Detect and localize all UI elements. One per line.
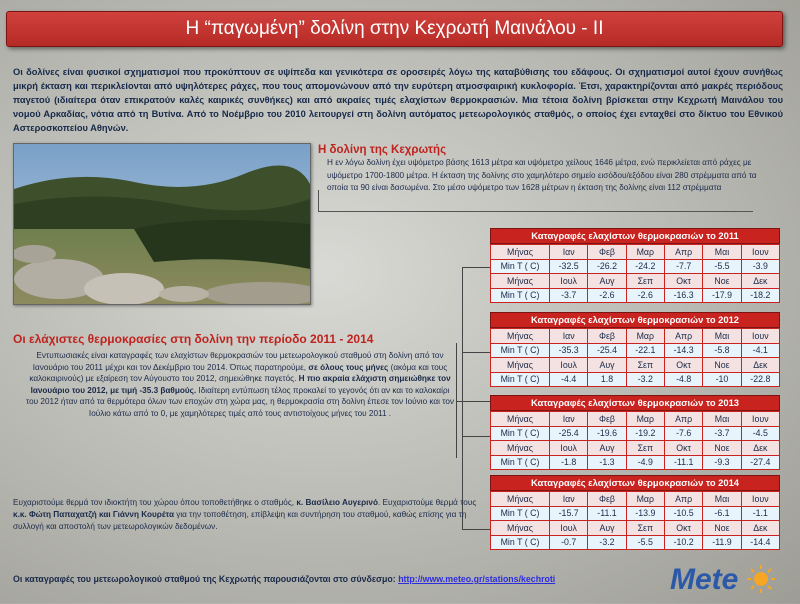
table-cell: -22.8 <box>741 372 779 387</box>
table-title: Καταγραφές ελαχίστων θερμοκρασιών το 2014 <box>490 475 780 491</box>
min-temp-table <box>490 244 780 303</box>
table-cell: -1.8 <box>550 455 588 470</box>
row-label: Μήνας <box>491 521 550 536</box>
table-cell: Αυγ <box>588 358 626 373</box>
acknowledgements: Ευχαριστούμε θερμά τον ιδιοκτήτη του χώρου όπου τοποθετήθηκε ο σταθμός, κ. Βασίλειο Αυγερινό. Ευχαριστούμε θερμά τους κ.κ. Φώτη Παπαχατζή και Γιάννη Κουρέτα για την τοποθέτηση, επίβλεψη και συντήρηση του σταθμού, καθώς επίσης για τη συλλογή και αποστολή των μετεωρολογικών δεδομένων. <box>13 498 477 532</box>
table-cell: -24.2 <box>626 259 664 274</box>
table-cell: -7.7 <box>664 259 702 274</box>
table-cell: -3.7 <box>550 288 588 303</box>
table-cell: -13.9 <box>626 506 664 521</box>
table-cell: Σεπ <box>626 274 664 289</box>
table-cell: Απρ <box>664 329 702 344</box>
table-cell: Νοε <box>703 521 741 536</box>
table-cell: -1.1 <box>741 506 779 521</box>
table-cell: Ιουν <box>741 492 779 507</box>
intro-text: Οι δολίνες είναι φυσικοί σχηματισμοί που προκύπτουν σε υψίπεδα και γενικότερα σε οροσειρές λόγω της καταβύθισης του εδάφους. Οι σχηματισμοί αυτοί έχουν συνήθως μικρή έκταση και περικλείονται από υψηλότερες ράχες, που τους απομονώνουν από την ευρύτερη ατμοσφαιρική κυκλοφορία. Έτσι, χαρακτηρίζονται από μακρές περιόδους παγετού (ιδιαίτερα όταν επικρατούν καλές καιρικές συνθήκες) και από ακραίες τιμές ελαχίστων θερμοκρασιών. Μια τέτοια δολίνη βρίσκεται στην Κεχρωτή Μαινάλου του νομού Αρκαδίας, νότια από τη Βυτίνα. Από το Νοέμβριο του 2010 λειτουργεί στη δολίνη αυτόματος μετεωρολογικός σταθμός, ο οποίος έχει ενταχθεί στο δίκτυο του Εθνικού Αστεροσκοπείου Αθηνών. <box>13 67 783 133</box>
row-label: Min T ( C) <box>491 343 550 358</box>
table-cell: -11.9 <box>703 535 741 550</box>
table-cell: -26.2 <box>588 259 626 274</box>
table-cell: -19.2 <box>626 426 664 441</box>
table-cell: Ιαν <box>550 492 588 507</box>
table-cell: -19.6 <box>588 426 626 441</box>
table-cell: Νοε <box>703 441 741 456</box>
table-2012 <box>490 312 780 387</box>
connector-line <box>462 352 490 353</box>
table-cell: -25.4 <box>588 343 626 358</box>
table-cell: -0.7 <box>550 535 588 550</box>
table-cell: -10.5 <box>664 506 702 521</box>
table-cell: Αυγ <box>588 274 626 289</box>
station-link[interactable]: http://www.meteo.gr/stations/kechroti <box>398 574 556 584</box>
table-cell: Απρ <box>664 245 702 260</box>
minimums-title: Οι ελάχιστες θερμοκρασίες στη δολίνη την περίοδο 2011 - 2014 <box>13 332 374 346</box>
table-cell: -3.9 <box>741 259 779 274</box>
table-cell: -4.5 <box>741 426 779 441</box>
row-label: Μήνας <box>491 492 550 507</box>
table-cell: -14.3 <box>664 343 702 358</box>
table-cell: Ιαν <box>550 412 588 427</box>
table-cell: Μαρ <box>626 492 664 507</box>
min-temp-table <box>490 491 780 550</box>
row-label: Min T ( C) <box>491 455 550 470</box>
table-cell: -11.1 <box>588 506 626 521</box>
doline-description: Η εν λόγω δολίνη έχει υψόμετρο βάσης 1613 μέτρα και υψόμετρο χείλους 1646 μέτρα, ενώ περικλείεται από ράχες με υψόμετρο 1700-1800 μέτρα. Η έκταση της δολίνης στο χαμηλότερο σημείο εισόδου/εξόδου είναι 280 στρέμματα από τα οποία τα 90 είναι δασωμένα. Στο μέσο υψόμετρο των 1628 μέτρων η έκταση της δολίνης είναι 112 στρέμματα <box>327 158 757 192</box>
table-cell: Μαι <box>703 492 741 507</box>
row-label: Μήνας <box>491 245 550 260</box>
table-cell: -4.4 <box>550 372 588 387</box>
table-cell: Φεβ <box>588 412 626 427</box>
row-label: Μήνας <box>491 412 550 427</box>
table-cell: -32.5 <box>550 259 588 274</box>
table-cell: Δεκ <box>741 521 779 536</box>
table-cell: -17.9 <box>703 288 741 303</box>
table-cell: Σεπ <box>626 358 664 373</box>
row-label: Min T ( C) <box>491 259 550 274</box>
table-cell: -4.1 <box>741 343 779 358</box>
table-cell: Μαι <box>703 329 741 344</box>
table-cell: -18.2 <box>741 288 779 303</box>
row-label: Min T ( C) <box>491 506 550 521</box>
landscape-image <box>14 144 310 304</box>
table-cell: -7.6 <box>664 426 702 441</box>
table-cell: Ιαν <box>550 245 588 260</box>
footer-text: Οι καταγραφές του μετεωρολογικού σταθμού της Κεχρωτής παρουσιάζονται στο σύνδεσμο: <box>13 574 396 584</box>
table-cell: Οκτ <box>664 521 702 536</box>
table-title: Καταγραφές ελαχίστων θερμοκρασιών το 2012 <box>490 312 780 328</box>
doline-divider <box>318 211 753 212</box>
table-title: Καταγραφές ελαχίστων θερμοκρασιών το 2013 <box>490 395 780 411</box>
table-cell: Ιουλ <box>550 441 588 456</box>
table-cell: Μαι <box>703 412 741 427</box>
table-2014 <box>490 475 780 550</box>
row-label: Min T ( C) <box>491 372 550 387</box>
table-cell: Ιουν <box>741 329 779 344</box>
table-cell: -10.2 <box>664 535 702 550</box>
table-cell: -2.6 <box>588 288 626 303</box>
table-cell: Αυγ <box>588 441 626 456</box>
table-cell: Ιουν <box>741 245 779 260</box>
table-cell: Φεβ <box>588 245 626 260</box>
table-cell: Ιουλ <box>550 521 588 536</box>
table-cell: Φεβ <box>588 329 626 344</box>
connector-line <box>462 436 490 437</box>
table-cell: Ιουλ <box>550 274 588 289</box>
table-cell: -4.9 <box>626 455 664 470</box>
row-label: Min T ( C) <box>491 535 550 550</box>
min-temp-table <box>490 411 780 470</box>
table-cell: -16.3 <box>664 288 702 303</box>
table-cell: Μαρ <box>626 245 664 260</box>
table-2011 <box>490 228 780 303</box>
row-label: Μήνας <box>491 329 550 344</box>
table-cell: -10 <box>703 372 741 387</box>
table-cell: Ιαν <box>550 329 588 344</box>
table-2013 <box>490 395 780 470</box>
table-cell: -4.8 <box>664 372 702 387</box>
meteo-logo-icon <box>668 559 778 599</box>
row-label: Μήνας <box>491 441 550 456</box>
doline-title: Η δολίνη της Κεχρωτής <box>318 144 447 156</box>
table-cell: -3.7 <box>703 426 741 441</box>
table-cell: Μαρ <box>626 412 664 427</box>
table-cell: Αυγ <box>588 521 626 536</box>
table-cell: -22.1 <box>626 343 664 358</box>
table-cell: Οκτ <box>664 441 702 456</box>
table-cell: -14.4 <box>741 535 779 550</box>
table-cell: -35.3 <box>550 343 588 358</box>
table-title: Καταγραφές ελαχίστων θερμοκρασιών το 2011 <box>490 228 780 244</box>
table-cell: Απρ <box>664 492 702 507</box>
table-cell: Δεκ <box>741 274 779 289</box>
table-cell: Ιουλ <box>550 358 588 373</box>
table-cell: -25.4 <box>550 426 588 441</box>
page-title: Η “παγωμένη” δολίνη στην Κεχρωτή Μαινάλου - ΙΙ <box>6 11 783 47</box>
row-label: Min T ( C) <box>491 426 550 441</box>
table-cell: -11.1 <box>664 455 702 470</box>
meteo-logo <box>668 559 778 599</box>
table-cell: Νοε <box>703 358 741 373</box>
table-cell: Οκτ <box>664 274 702 289</box>
table-cell: -3.2 <box>626 372 664 387</box>
connector-line <box>462 267 490 268</box>
table-cell: Σεπ <box>626 521 664 536</box>
table-cell: -1.3 <box>588 455 626 470</box>
row-label: Min T ( C) <box>491 288 550 303</box>
table-cell: Φεβ <box>588 492 626 507</box>
table-cell: Δεκ <box>741 441 779 456</box>
table-cell: 1.8 <box>588 372 626 387</box>
row-label: Μήνας <box>491 274 550 289</box>
table-cell: -27.4 <box>741 455 779 470</box>
min-temp-table <box>490 328 780 387</box>
table-cell: -2.6 <box>626 288 664 303</box>
table-cell: -5.5 <box>703 259 741 274</box>
table-cell: Ιουν <box>741 412 779 427</box>
doline-photo <box>13 143 311 305</box>
table-cell: -3.2 <box>588 535 626 550</box>
connector-line <box>462 267 463 529</box>
table-cell: Μαρ <box>626 329 664 344</box>
table-cell: -5.8 <box>703 343 741 358</box>
logo-text: Mete <box>670 563 739 596</box>
table-cell: Σεπ <box>626 441 664 456</box>
table-cell: -6.1 <box>703 506 741 521</box>
minimums-description: Εντυπωσιακές είναι καταγραφές των ελαχίστων θερμοκρασιών του μετεωρολογικού σταθμού στη δολίνη από τον Ιανουάριο του 2011 μέχρι και τον Δεκέμβριο του 2014. Όπως παρατηρούμε, σε όλους τους μήνες (ακόμα και τους καλοκαιρινούς) με εξαίρεση τον Αύγουστο του 2012, σημειώθηκε παγετός. Η πιο ακραία ελάχιστη σημειώθηκε τον Ιανουάριο του 2012, με τιμή -35.3 βαθμούς. Ιδιαίτερη εντύπωση τέλος προκαλεί το γεγονός ότι αν και το καλοκαίρι του 2012 ήταν από τα θερμότερα όλων των εποχών στη χώρα μας, η θερμοκρασία στη δολίνη έπεσε τον Ιούνιο και τον Ιούλιο κάτω από το 0, με χαμηλότερες τιμές από τους αντιστοίχους μήνες του 2011 . <box>26 351 454 418</box>
table-cell: Μαι <box>703 245 741 260</box>
table-cell: -15.7 <box>550 506 588 521</box>
table-cell: Απρ <box>664 412 702 427</box>
table-cell: Νοε <box>703 274 741 289</box>
row-label: Μήνας <box>491 358 550 373</box>
table-cell: Οκτ <box>664 358 702 373</box>
table-cell: -9.3 <box>703 455 741 470</box>
table-cell: Δεκ <box>741 358 779 373</box>
footer <box>13 574 555 584</box>
table-cell: -5.5 <box>626 535 664 550</box>
